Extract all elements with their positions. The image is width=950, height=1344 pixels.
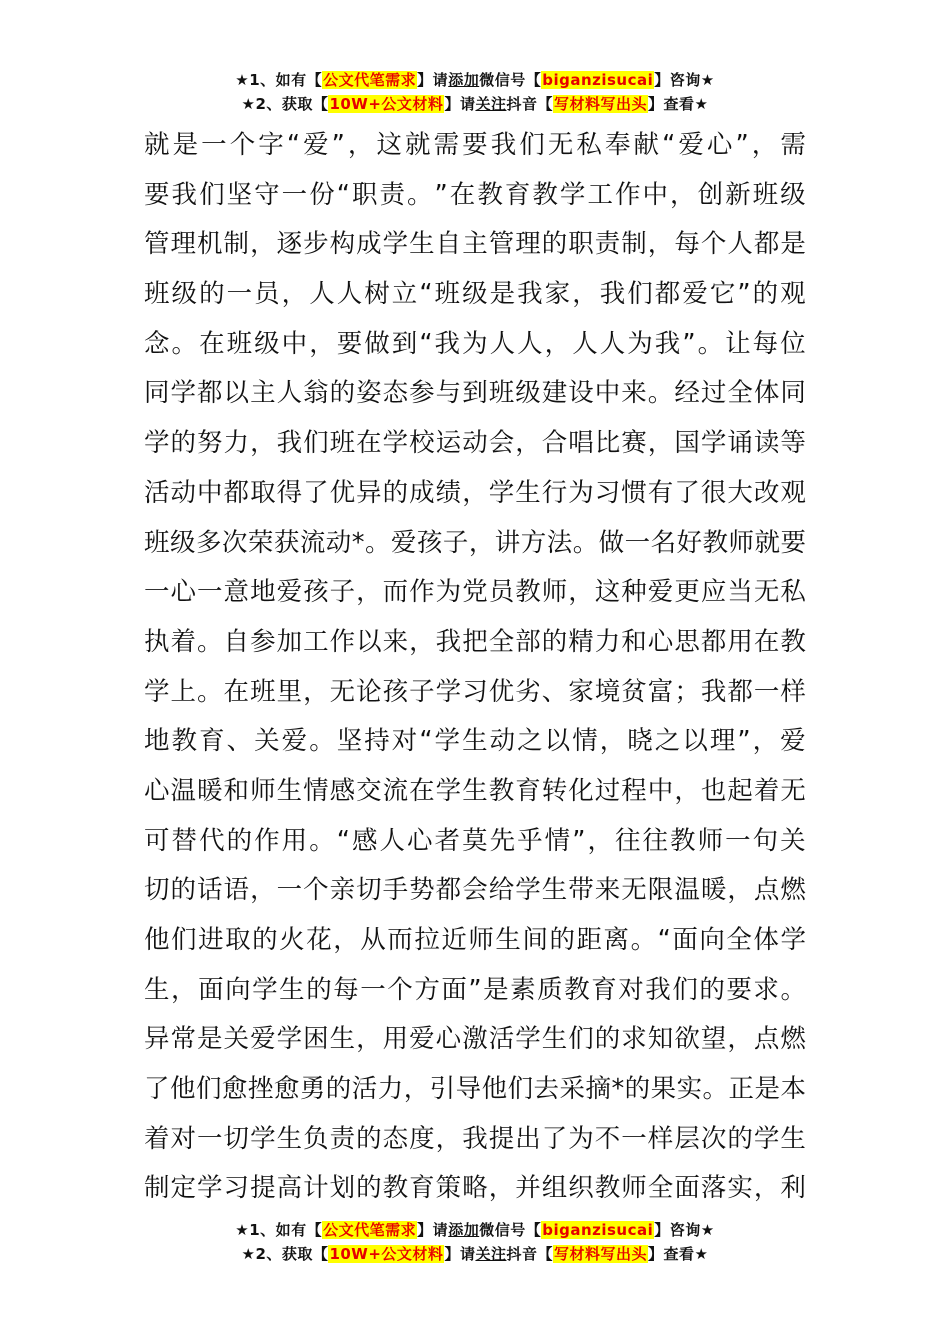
footer-banner-line-1 bbox=[0, 1218, 950, 1242]
banner-text: ★1、如有【 bbox=[235, 1221, 323, 1239]
header-banner-line-2 bbox=[0, 92, 950, 116]
highlight-service: 公文代笔需求 bbox=[323, 71, 417, 89]
highlight-materials: 10W+公文材料 bbox=[329, 1245, 444, 1263]
highlight-wechat-id: biganzisucai bbox=[542, 71, 654, 89]
banner-text: ★2、获取【 bbox=[241, 95, 329, 113]
underlined-follow: 关注 bbox=[475, 95, 507, 113]
banner-text: ★2、获取【 bbox=[241, 1245, 329, 1263]
body-line: 同 学 都 以 主 人 翁 的 姿 态 参 与 到 班 级 建 设 中 来 。 经 过 全 体 同 bbox=[144, 378, 806, 409]
banner-text: ★1、如有【 bbox=[235, 71, 323, 89]
body-line: 可 替 代 的 作 用 。 “ 感 人 心 者 莫 先 乎 情 ” ， 往 往 教 师 一 句 关 bbox=[144, 825, 806, 856]
body-line: 地 教 育 、 关 爱 。 坚 持 对 “ 学 生 动 之 以 情 ， 晓 之 以 理 ” ， 爱 bbox=[144, 726, 806, 757]
body-line: 就 是 一 个 字 “ 爱 ” ， 这 就 需 要 我 们 无 私 奉 献 “ 爱 心 ” ， 需 bbox=[144, 130, 806, 160]
body-line: 一 心 一 意 地 爱 孩 子 ， 而 作 为 党 员 教 师 ， 这 种 爱 更 应 当 无 私 bbox=[144, 577, 806, 608]
highlight-douyin-account: 写材料写出头 bbox=[553, 95, 647, 113]
header-banner-line-1 bbox=[0, 68, 950, 92]
body-line: 生 ， 面 向 学 生 的 每 一 个 方 面 ” 是 素 质 教 育 对 我 们 的 要 求 。 bbox=[144, 974, 806, 1005]
banner-text: 】请 bbox=[444, 1245, 476, 1263]
banner-text: 】查看★ bbox=[648, 1245, 709, 1263]
banner-text: 】请 bbox=[417, 71, 449, 89]
underlined-follow: 关注 bbox=[475, 1245, 507, 1263]
banner-text: 微信号【 bbox=[479, 1221, 542, 1239]
body-line: 班 级 的 一 员 ， 人 人 树 立 “ 班 级 是 我 家 ， 我 们 都 爱 它 ” 的 观 bbox=[144, 279, 806, 310]
highlight-service: 公文代笔需求 bbox=[323, 1221, 417, 1239]
banner-text: 】咨询★ bbox=[654, 1221, 715, 1239]
body-line: 活 动 中 都 取 得 了 优 异 的 成 绩 ， 学 生 行 为 习 惯 有 了 很 大 改 观 bbox=[144, 477, 806, 508]
header-banner bbox=[0, 68, 950, 116]
highlight-materials: 10W+公文材料 bbox=[329, 95, 444, 113]
banner-text: 抖音【 bbox=[506, 1245, 553, 1263]
body-line: 制 定 学 习 提 高 计 划 的 教 育 策 略 ， 并 组 织 教 师 全 面 落 实 ， 利 bbox=[144, 1173, 806, 1204]
body-line: 执 着 。 自 参 加 工 作 以 来 ， 我 把 全 部 的 精 力 和 心 思 都 用 在 教 bbox=[144, 626, 806, 657]
body-line: 切 的 话 语 ， 一 个 亲 切 手 势 都 会 给 学 生 带 来 无 限 温 暖 ， 点 燃 bbox=[144, 875, 806, 906]
banner-text: 】请 bbox=[444, 95, 476, 113]
body-line: 着 对 一 切 学 生 负 责 的 态 度 ， 我 提 出 了 为 不 一 样 层 次 的 学 生 bbox=[144, 1123, 806, 1154]
body-line: 学 的 努 力 ， 我 们 班 在 学 校 运 动 会 ， 合 唱 比 赛 ， 国 学 诵 读 等 bbox=[144, 428, 806, 459]
body-line: 班 级 多 次 荣 获 流 动 * 。 爱 孩 子 ， 讲 方 法 。 做 一 名 好 教 师 就 要 bbox=[144, 527, 806, 558]
highlight-douyin-account: 写材料写出头 bbox=[553, 1245, 647, 1263]
body-line: 要 我 们 坚 守 一 份 “ 职 责 。 ” 在 教 育 教 学 工 作 中 ， 创 新 班 级 bbox=[144, 179, 806, 210]
banner-text: 】查看★ bbox=[648, 95, 709, 113]
banner-text: 微信号【 bbox=[479, 71, 542, 89]
body-line: 了 他 们 愈 挫 愈 勇 的 活 力 ， 引 导 他 们 去 采 摘 * 的 果 实 。 正 是 本 bbox=[144, 1074, 806, 1105]
underlined-add: 添加 bbox=[448, 71, 480, 89]
footer-banner bbox=[0, 1218, 950, 1266]
body-paragraph bbox=[144, 121, 806, 1214]
underlined-add: 添加 bbox=[448, 1221, 480, 1239]
body-line: 心 温 暖 和 师 生 情 感 交 流 在 学 生 教 育 转 化 过 程 中 ， 也 起 着 无 bbox=[144, 775, 806, 806]
footer-banner-line-2 bbox=[0, 1242, 950, 1266]
body-line: 异 常 是 关 爱 学 困 生 ， 用 爱 心 激 活 学 生 们 的 求 知 欲 望 ， 点 燃 bbox=[144, 1024, 806, 1055]
highlight-wechat-id: biganzisucai bbox=[542, 1221, 654, 1239]
body-line: 学 上 。 在 班 里 ， 无 论 孩 子 学 习 优 劣 、 家 境 贫 富 ； 我 都 一 样 bbox=[144, 676, 806, 707]
body-line: 他 们 进 取 的 火 花 ， 从 而 拉 近 师 生 间 的 距 离 。 “ 面 向 全 体 学 bbox=[144, 925, 806, 955]
body-line: 管 理 机 制 ， 逐 步 构 成 学 生 自 主 管 理 的 职 责 制 ， 每 个 人 都 是 bbox=[144, 229, 806, 260]
banner-text: 】咨询★ bbox=[654, 71, 715, 89]
banner-text: 抖音【 bbox=[506, 95, 553, 113]
body-line: 念 。 在 班 级 中 ， 要 做 到 “ 我 为 人 人 ， 人 人 为 我 ” 。 让 每 位 bbox=[144, 328, 806, 359]
banner-text: 】请 bbox=[417, 1221, 449, 1239]
